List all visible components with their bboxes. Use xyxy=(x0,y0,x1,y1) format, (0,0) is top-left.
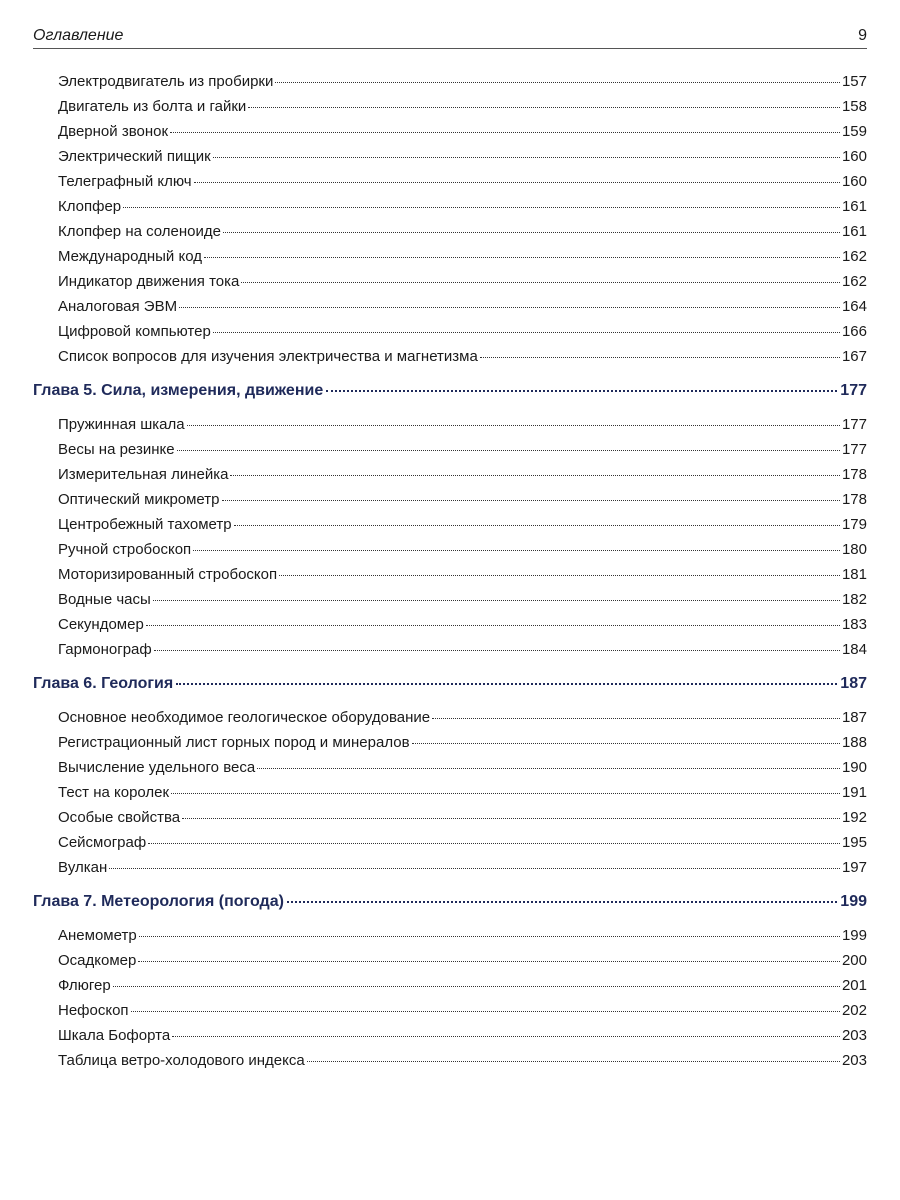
toc-entry[interactable] xyxy=(33,148,867,173)
entry-page: 181 xyxy=(841,566,867,583)
toc-entry[interactable] xyxy=(33,123,867,148)
entry-page: 178 xyxy=(841,466,867,483)
toc-entry[interactable] xyxy=(33,952,867,977)
entry-page: 159 xyxy=(841,123,867,140)
dot-leader xyxy=(153,600,840,601)
chapter-title: Глава 6. Геология xyxy=(33,675,174,692)
entry-title: Индикатор движения тока xyxy=(58,273,240,290)
toc-entry[interactable] xyxy=(33,198,867,223)
dot-leader xyxy=(179,307,840,308)
header-title: Оглавление xyxy=(33,27,124,44)
page-number: 9 xyxy=(858,27,867,44)
dot-leader xyxy=(194,182,840,183)
entry-title: Весы на резинке xyxy=(58,441,175,458)
entry-title: Водные часы xyxy=(58,591,151,608)
entry-page: 164 xyxy=(841,298,867,315)
dot-leader xyxy=(248,107,840,108)
entry-page: 191 xyxy=(841,784,867,801)
toc-entry[interactable] xyxy=(33,323,867,348)
dot-leader xyxy=(109,868,840,869)
toc-entry[interactable] xyxy=(33,1002,867,1027)
running-header xyxy=(33,22,867,49)
entry-page: 167 xyxy=(841,348,867,365)
entry-page: 178 xyxy=(841,491,867,508)
dot-leader xyxy=(138,961,840,962)
toc-entry[interactable] xyxy=(33,173,867,198)
dot-leader xyxy=(113,986,840,987)
dot-leader xyxy=(170,132,840,133)
toc-entry[interactable] xyxy=(33,709,867,734)
entry-title: Гармонограф xyxy=(58,641,152,658)
dot-leader xyxy=(326,390,837,392)
toc-entry[interactable] xyxy=(33,466,867,491)
entry-page: 177 xyxy=(841,441,867,458)
entry-title: Вычисление удельного веса xyxy=(58,759,256,776)
toc-entry[interactable] xyxy=(33,273,867,298)
toc-entry[interactable] xyxy=(33,516,867,541)
dot-leader xyxy=(139,936,840,937)
entry-title: Тест на королек xyxy=(58,784,170,801)
entry-title: Моторизированный стробоскоп xyxy=(58,566,278,583)
dot-leader xyxy=(204,257,840,258)
chapter-6 xyxy=(33,675,867,884)
entry-page: 199 xyxy=(841,927,867,944)
dot-leader xyxy=(241,282,840,283)
dot-leader xyxy=(287,901,837,903)
entry-title: Вулкан xyxy=(58,859,108,876)
entry-title: Клопфер xyxy=(58,198,122,215)
toc-entry[interactable] xyxy=(33,98,867,123)
entry-title: Таблица ветро-холодового индекса xyxy=(58,1052,305,1069)
entry-title: Дверной звонок xyxy=(58,123,169,140)
dot-leader xyxy=(432,718,840,719)
toc-entry[interactable] xyxy=(33,784,867,809)
dot-leader xyxy=(213,332,840,333)
entry-title: Измерительная линейка xyxy=(58,466,229,483)
entry-page: 202 xyxy=(841,1002,867,1019)
dot-leader xyxy=(172,1036,840,1037)
dot-leader xyxy=(154,650,840,651)
toc-entry[interactable] xyxy=(33,491,867,516)
toc-entry[interactable] xyxy=(33,541,867,566)
entry-title: Оптический микрометр xyxy=(58,491,220,508)
entry-title: Телеграфный ключ xyxy=(58,173,192,190)
entry-title: Анемометр xyxy=(58,927,137,944)
entry-page: 160 xyxy=(841,148,867,165)
entry-page: 200 xyxy=(841,952,867,969)
toc-entry[interactable] xyxy=(33,834,867,859)
entry-title: Пружинная шкала xyxy=(58,416,185,433)
dot-leader xyxy=(177,450,840,451)
entry-page: 201 xyxy=(841,977,867,994)
dot-leader xyxy=(131,1011,840,1012)
entry-page: 203 xyxy=(841,1052,867,1069)
entry-title: Аналоговая ЭВМ xyxy=(58,298,178,315)
dot-leader xyxy=(213,157,840,158)
toc-entry[interactable] xyxy=(33,348,867,373)
entry-page: 161 xyxy=(841,198,867,215)
dot-leader xyxy=(230,475,840,476)
entry-page: 187 xyxy=(841,709,867,726)
toc-entry[interactable] xyxy=(33,927,867,952)
chapter-heading[interactable] xyxy=(33,675,867,702)
entry-title: Двигатель из болта и гайки xyxy=(58,98,247,115)
chapter-7 xyxy=(33,893,867,1077)
dot-leader xyxy=(257,768,840,769)
dot-leader xyxy=(279,575,840,576)
entry-title: Нефоскоп xyxy=(58,1002,129,1019)
toc-entry[interactable] xyxy=(33,859,867,884)
entry-page: 160 xyxy=(841,173,867,190)
dot-leader xyxy=(187,425,840,426)
toc-entry[interactable] xyxy=(33,977,867,1002)
entry-page: 190 xyxy=(841,759,867,776)
chapter-heading[interactable] xyxy=(33,893,867,920)
toc-entry[interactable] xyxy=(33,734,867,759)
entry-title: Осадкомер xyxy=(58,952,137,969)
entry-page: 180 xyxy=(841,541,867,558)
entry-page: 192 xyxy=(841,809,867,826)
dot-leader xyxy=(123,207,840,208)
entry-title: Центробежный тахометр xyxy=(58,516,232,533)
entry-title: Особые свойства xyxy=(58,809,181,826)
entry-page: 195 xyxy=(841,834,867,851)
dot-leader xyxy=(182,818,840,819)
toc-entry[interactable] xyxy=(33,759,867,784)
chapter-page: 187 xyxy=(840,675,867,692)
entry-page: 177 xyxy=(841,416,867,433)
toc-entry[interactable] xyxy=(33,416,867,441)
entry-page: 157 xyxy=(841,73,867,90)
toc-entry[interactable] xyxy=(33,641,867,666)
entry-title: Секундомер xyxy=(58,616,144,633)
chapter-5 xyxy=(33,382,867,666)
toc-entry[interactable] xyxy=(33,298,867,323)
toc-entry[interactable] xyxy=(33,248,867,273)
dot-leader xyxy=(234,525,840,526)
entry-page: 161 xyxy=(841,223,867,240)
dot-leader xyxy=(146,625,840,626)
entry-title: Международный код xyxy=(58,248,202,265)
chapter-title: Глава 7. Метеорология (погода) xyxy=(33,893,284,910)
entry-title: Электродвигатель из пробирки xyxy=(58,73,274,90)
entry-page: 183 xyxy=(841,616,867,633)
dot-leader xyxy=(176,683,837,685)
entry-title: Клопфер на соленоиде xyxy=(58,223,221,240)
entry-page: 162 xyxy=(841,273,867,290)
prev-section-entries xyxy=(33,73,867,373)
entry-page: 188 xyxy=(841,734,867,751)
entry-title: Основное необходимое геологическое оборудование xyxy=(58,709,431,726)
dot-leader xyxy=(148,843,840,844)
entry-title: Цифровой компьютер xyxy=(58,323,211,340)
toc-entry[interactable] xyxy=(33,591,867,616)
entry-title: Шкала Бофорта xyxy=(58,1027,171,1044)
entry-page: 184 xyxy=(841,641,867,658)
toc-entry[interactable] xyxy=(33,1052,867,1077)
entry-page: 158 xyxy=(841,98,867,115)
entry-page: 166 xyxy=(841,323,867,340)
dot-leader xyxy=(222,500,840,501)
entry-page: 162 xyxy=(841,248,867,265)
entry-title: Флюгер xyxy=(58,977,111,994)
dot-leader xyxy=(193,550,840,551)
toc-entry[interactable] xyxy=(33,223,867,248)
dot-leader xyxy=(223,232,840,233)
toc-entry[interactable] xyxy=(33,73,867,98)
toc-entry[interactable] xyxy=(33,809,867,834)
dot-leader xyxy=(171,793,840,794)
entry-page: 197 xyxy=(841,859,867,876)
table-of-contents xyxy=(33,73,867,1077)
dot-leader xyxy=(412,743,840,744)
chapter-page: 199 xyxy=(840,893,867,910)
entry-page: 203 xyxy=(841,1027,867,1044)
toc-entry[interactable] xyxy=(33,441,867,466)
toc-entry[interactable] xyxy=(33,616,867,641)
entry-page: 182 xyxy=(841,591,867,608)
dot-leader xyxy=(275,82,840,83)
entry-title: Сейсмограф xyxy=(58,834,147,851)
chapter-title: Глава 5. Сила, измерения, движение xyxy=(33,382,324,399)
dot-leader xyxy=(307,1061,840,1062)
entry-page: 179 xyxy=(841,516,867,533)
entry-title: Электрический пищик xyxy=(58,148,211,165)
chapter-heading[interactable] xyxy=(33,382,867,409)
entry-title: Регистрационный лист горных пород и минералов xyxy=(58,734,410,751)
chapter-page: 177 xyxy=(840,382,867,399)
entry-title: Ручной стробоскоп xyxy=(58,541,192,558)
dot-leader xyxy=(480,357,840,358)
entry-title: Список вопросов для изучения электричества и магнетизма xyxy=(58,348,478,365)
toc-entry[interactable] xyxy=(33,1027,867,1052)
toc-entry[interactable] xyxy=(33,566,867,591)
